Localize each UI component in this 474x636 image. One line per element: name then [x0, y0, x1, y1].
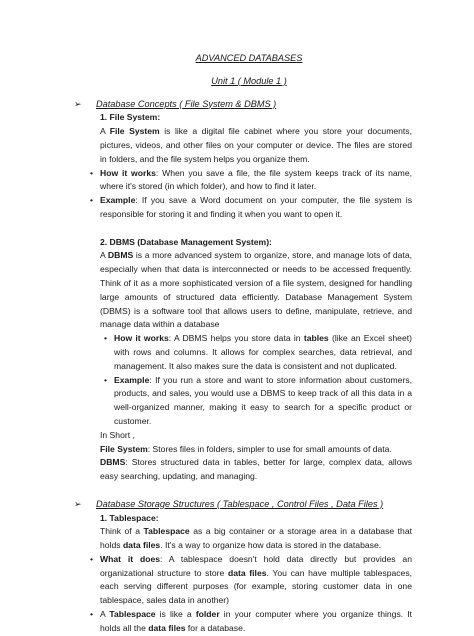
- arrow-bullet-icon: ➢: [74, 498, 82, 509]
- list-item: • How it works: When you save a file, the file system keeps track of its name, where it's stored (in which folder), and how to find it later.: [90, 167, 412, 192]
- list-item: • What it does: A tablespace doesn't hold data directly but provides an organizational structure to store data files. You can have multiple tablespaces, each serving different purposes (for example, storing customer data in one tablespace, sales data in another): [90, 553, 413, 606]
- bullet-dot-icon: •: [90, 553, 94, 564]
- document-title: ADVANCED DATABASES: [195, 53, 303, 63]
- section-heading-text: Database Concepts ( File System & DBMS ): [96, 98, 277, 109]
- bullet-dot-icon: •: [90, 167, 94, 178]
- section-heading-text: Database Storage Structures ( Tablespace , Control Files , Data Files ): [96, 498, 384, 509]
- file-system-bullets: [90, 167, 412, 222]
- bullet-dot-icon: •: [90, 609, 94, 620]
- arrow-bullet-icon: ➢: [74, 98, 82, 109]
- list-item: • Example: If you run a store and want to store information about customers, products, and sales, you would use a DBMS to keep track of all this data in a well-organized manner, making it easy to search for a specific product or customer.: [104, 374, 412, 426]
- file-system-heading: 1. File System:: [100, 112, 161, 123]
- section-heading-concepts: [74, 98, 412, 112]
- list-item: • Example: If you save a Word document on your computer, the file system is responsible for storing it and finding it when you want to open it.: [90, 195, 412, 219]
- dbms-block: [100, 236, 412, 333]
- bullet-dot-icon: •: [104, 374, 108, 385]
- in-short-label: In Short ,: [100, 429, 135, 440]
- tablespace-block: [100, 512, 412, 553]
- dbms-summary: [100, 429, 412, 484]
- section-heading-storage: [74, 498, 412, 512]
- dbms-bullets: [104, 332, 412, 429]
- bullet-dot-icon: •: [104, 333, 108, 344]
- dbms-heading: 2. DBMS (Database Management System):: [100, 236, 272, 247]
- tablespace-heading: 1. Tablespace:: [100, 512, 159, 523]
- dbms-intro: A DBMS is a more advanced system to organize, store, and manage lots of data, especially when that data is interconnected or needs to be accessed frequently. Think of it as a more sophisticated version of a file system, designed for handling large amounts of structured data efficiently. Database Management System (DBMS) is a software tool that allows users to define, manipulate, retrieve, and manage data within a database: [100, 250, 412, 330]
- bullet-dot-icon: •: [90, 195, 94, 206]
- file-system-intro: A File System is like a digital file cabinet where you store your documents, pictures, videos, and other files on your computer or device. The files are stored in folders, and the file system helps you organize them.: [100, 126, 412, 164]
- file-system-block: [100, 111, 412, 166]
- summary-file-system: File System: Stores files in folders, simpler to use for small amounts of data.: [100, 443, 392, 454]
- tablespace-bullets: [90, 553, 413, 636]
- list-item: • How it works: A DBMS helps you store data in tables (like an Excel sheet) with rows and columns. It allows for complex searches, data retrieval, and management. It also makes sure the data is consistent and not duplicated.: [104, 333, 412, 371]
- unit-heading: Unit 1 ( Module 1 ): [211, 75, 287, 86]
- tablespace-intro: Think of a Tablespace as a big container or a storage area in a database that holds data files. It's a way to organize how data is stored in the database.: [100, 526, 413, 551]
- list-item: • A Tablespace is like a folder in your computer where you organize things. It holds all the data files for a database.: [90, 609, 412, 633]
- summary-dbms: DBMS: Stores structured data in tables, better for large, complex data, allows easy searching, updating, and managing.: [100, 457, 412, 482]
